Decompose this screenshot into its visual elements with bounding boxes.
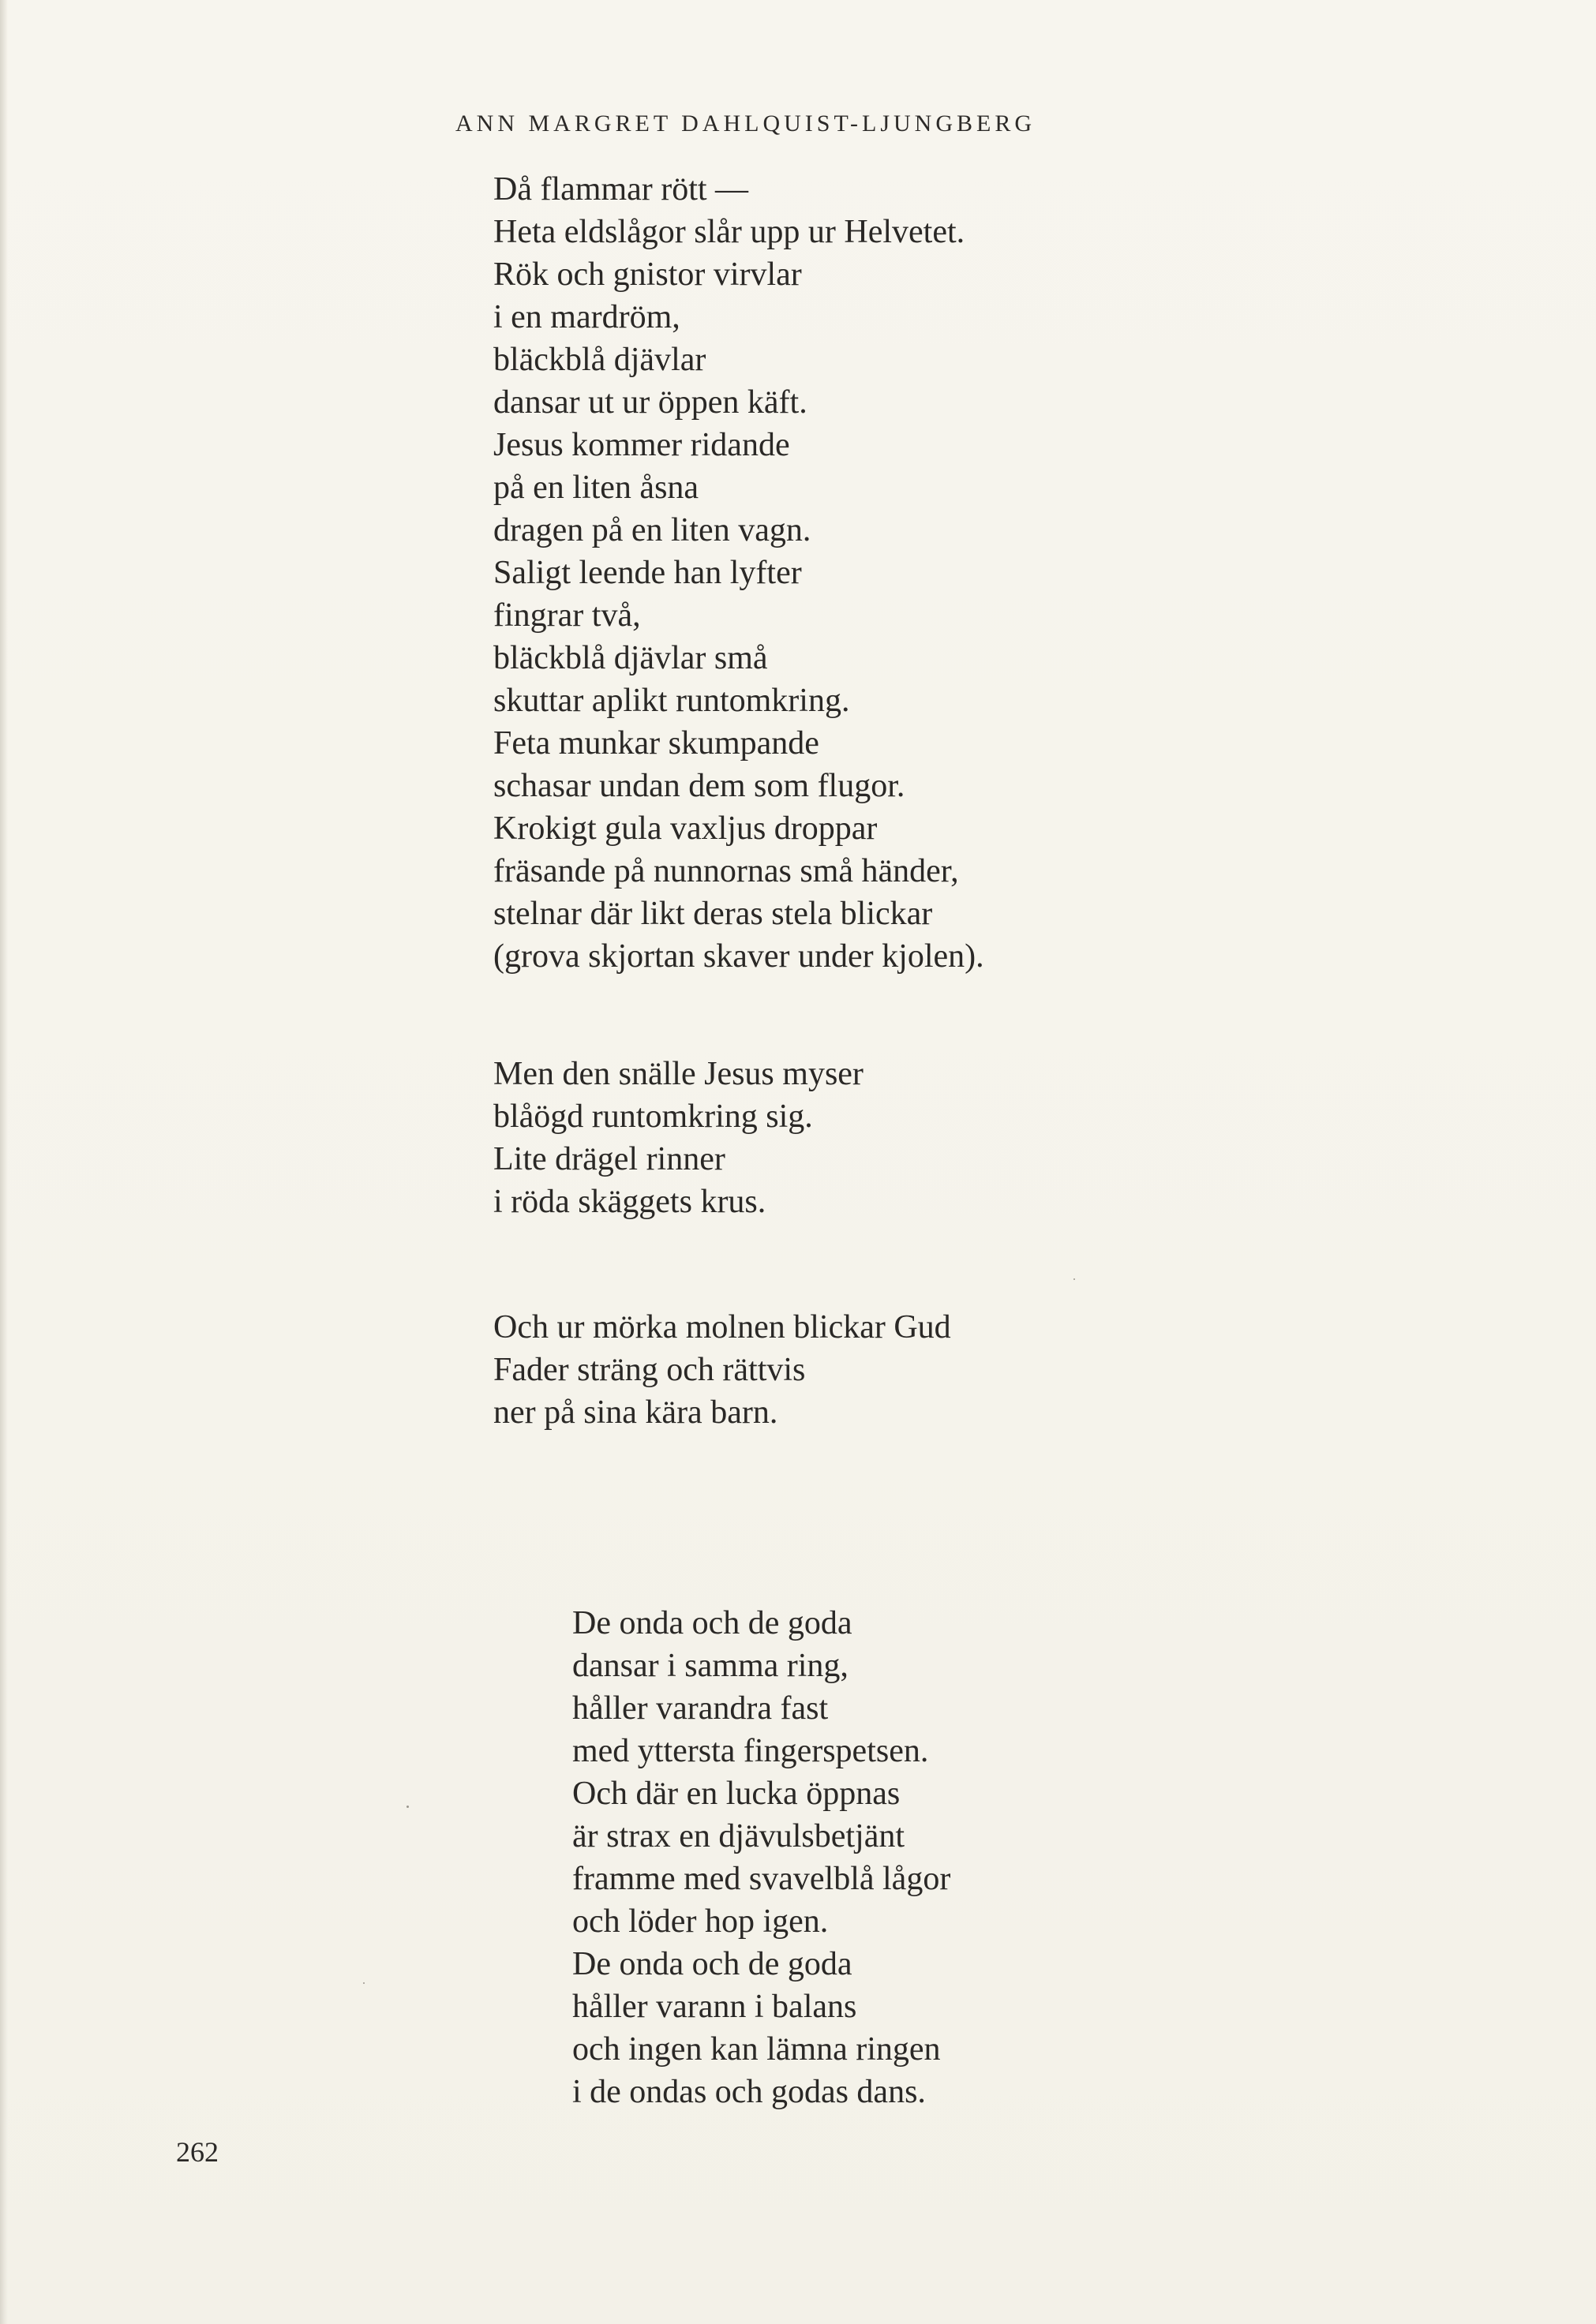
poem-line: fingrar två, [493, 597, 641, 634]
poem-line: Rök och gnistor virvlar [493, 256, 802, 293]
poem-line: Lite drägel rinner [493, 1141, 725, 1177]
poem-line: Och ur mörka molnen blickar Gud [493, 1309, 951, 1345]
page-edge-shadow [0, 0, 8, 2324]
poem-line: i röda skäggets krus. [493, 1184, 766, 1220]
poem-line: Feta munkar skumpande [493, 725, 819, 762]
poem-stanza-1 [493, 168, 984, 978]
poem-line: och löder hop igen. [572, 1903, 829, 1940]
paper-speck [1073, 1278, 1075, 1280]
poem-line: De onda och de goda [572, 1605, 852, 1641]
poem-line: ner på sina kära barn. [493, 1394, 778, 1431]
poem-line: Jesus kommer ridande [493, 427, 790, 463]
poem-line: Då flammar rött — [493, 171, 749, 208]
poem-line: blåögd runtomkring sig. [493, 1098, 813, 1135]
poem-line: Saligt leende han lyfter [493, 555, 802, 591]
poem-line: bläckblå djävlar [493, 342, 706, 378]
poem-line: dragen på en liten vagn. [493, 512, 811, 548]
poem-line: håller varann i balans [572, 1989, 857, 2025]
poem-stanza-4 [572, 1602, 950, 2113]
poem-line: på en liten åsna [493, 470, 699, 506]
poem-line: Men den snälle Jesus myser [493, 1056, 864, 1092]
poem-line: Och där en lucka öppnas [572, 1776, 901, 1812]
page-number: 262 [176, 2136, 219, 2168]
poem-stanza-3 [493, 1306, 951, 1434]
poem-line: och ingen kan lämna ringen [572, 2031, 941, 2068]
poem-line: dansar ut ur öppen käft. [493, 384, 807, 421]
poem-line: i de ondas och godas dans. [572, 2074, 926, 2110]
poem-line: (grova skjortan skaver under kjolen). [493, 938, 984, 975]
running-head-author: ANN MARGRET DAHLQUIST-LJUNGBERG [455, 110, 1036, 137]
poem-line: med yttersta fingerspetsen. [572, 1733, 929, 1769]
poem-line: Krokigt gula vaxljus droppar [493, 810, 878, 847]
poem-line: är strax en djävulsbetjänt [572, 1818, 905, 1854]
poem-line: schasar undan dem som flugor. [493, 768, 905, 804]
poem-line: fräsande på nunnornas små händer, [493, 853, 959, 889]
paper-speck [406, 1806, 409, 1808]
poem-line: skuttar aplikt runtomkring. [493, 683, 850, 719]
poem-stanza-2 [493, 1053, 864, 1223]
poem-line: stelnar där likt deras stela blickar [493, 896, 933, 932]
poem-line: dansar i samma ring, [572, 1648, 849, 1684]
poem-line: i en mardröm, [493, 299, 680, 335]
poem-line: De onda och de goda [572, 1946, 852, 1982]
paper-speck [363, 1982, 365, 1984]
poem-line: bläckblå djävlar små [493, 640, 768, 676]
poem-line: Fader sträng och rättvis [493, 1352, 806, 1388]
poem-line: håller varandra fast [572, 1690, 829, 1727]
poem-line: Heta eldslågor slår upp ur Helvetet. [493, 214, 965, 250]
poem-line: framme med svavelblå lågor [572, 1861, 951, 1897]
